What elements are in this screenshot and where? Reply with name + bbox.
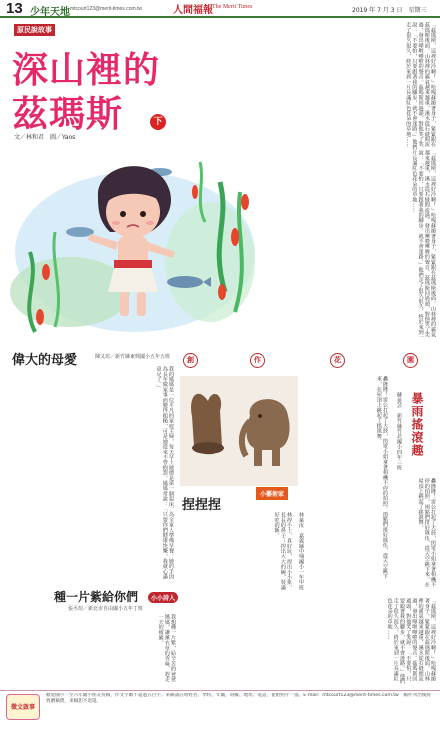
newspaper-logo: 人間福報 [173, 5, 213, 16]
page-number: 13 [6, 0, 23, 17]
story-body-lower: 「茲瑪斯，這裡好冷啊！」哈嘎赫縮著身子，緊緊跟在茲瑪斯後面。山林裡的霧氣越來越重，溪水從石縫間流過，發出嘩啦嘩啦的聲音。茲瑪斯回過頭，對他笑了笑說：「不要怕，只要跟著我的腳步，就不會迷路。」他們走了很久很久，終於來到一片長滿紅色花朵的草地…… [411, 150, 436, 340]
article-seed-byline: 張丞瑄／新北市自由國小五年丁班 [68, 606, 144, 612]
article-seed-title: 種一片紫給你們 [54, 590, 139, 604]
column-char-1: 創 [183, 353, 198, 368]
article-storm-byline: 蘇晏芸 新竹縣竹北國小四年三班 [396, 392, 402, 470]
part-badge: 下 [150, 114, 166, 130]
article-mom-title: 偉大的母愛 [12, 353, 78, 368]
story-title-line1: 深山裡的 [12, 50, 161, 91]
newspaper-logo-en: The Merit Times [212, 4, 253, 10]
article-mom-byline: 陳又瑄／新竹縣東興國小五年五班 [95, 354, 171, 360]
article-pinch-body: 林捏小土，真好玩，捏出小小象，長長的鼻子；捏出大大的碗，裝滿好吃的飯。 [273, 512, 292, 590]
section-title: 少年天地 [30, 7, 70, 18]
page-header [0, 0, 440, 18]
clay-crafts-photo [180, 376, 298, 486]
column-char-2: 作 [250, 353, 265, 368]
poet-tag: 小小詩人 [148, 592, 178, 603]
article-storm-title: 暴雨搖滾趣 [410, 392, 424, 457]
article-storm-body-lower: 轟隆隆！雷公打起了大鼓，閃電小姐拿著相機不停的拍照。雨點們排好隊伍，從天空跳下來，在屋頂上跳起了搖滾舞。 [417, 478, 436, 588]
story-title-line2: 茲瑪斯 [12, 94, 124, 135]
submission-badge: 徵文啟事 [6, 694, 40, 720]
article-pinch-byline: 林萊汝 嘉義縣中埔國小一年甲班 [298, 512, 304, 590]
story-author: 文／林和君 圖／Yaos [14, 134, 76, 141]
article-storm-body: 轟隆隆！雷公打起了大鼓，閃電小姐拿著相機不停的拍照。雨點們排好隊伍，從天空跳下來，在屋頂上跳起了搖滾舞。 [375, 376, 388, 579]
story-body-upper: 「茲瑪斯，這裡好冷啊！」哈嘎赫縮著身子，緊緊跟在茲瑪斯後面。山林裡的霧氣越來越重，溪水從石縫間流過，發出嘩啦嘩啦的聲音。茲瑪斯回過頭，對他笑了笑說：「不要怕，只要跟著我的腳步，就不會迷路。」他們走了很久很久，終於來到一片長滿紅色花朵的草地…… [405, 22, 436, 150]
column-char-3: 花 [330, 353, 345, 368]
article-mom-body: 我的媽媽是一位平凡的家庭主婦，每天早上她總是第一個起床，為全家人準備早餐。她的手因為長年做家事而變得粗糙，可是她從來不曾抱怨。媽媽常說：「只要你們健康快樂，我就心滿意足了。」 [155, 366, 174, 580]
column-char-4: 園 [403, 353, 418, 368]
story-illustration [10, 142, 260, 338]
header-email[interactable]: mtcourt123@merit-times.com.tw [70, 6, 143, 12]
submission-notice: 歡迎國小一至六年級小朋友投稿，作文字數不超過五百字。來稿請註明姓名、學校、年級、班級、地址、電話，並附照片一張。E-mail：mtcourt123@merit-times.com.tw 稿件刊出後將致贈稿費，來稿恕不退還。 [46, 693, 431, 704]
issue-date: 2019 年 7 月 3 日 星期三 [352, 7, 427, 14]
story-badge: 原民說故事 [14, 24, 55, 36]
article-pinch-title: 捏捏捏 [182, 498, 222, 513]
bottom-story-continuation: 「茲瑪斯，這裡好冷啊！」哈嘎赫縮著身子，緊緊跟在茲瑪斯後面。山林裡的霧氣越來越重，溪水從石縫間流過，發出嘩啦嘩啦的聲音。茲瑪斯回過頭，對他笑了笑說：「不要怕，只要跟著我的腳步，就不會迷路。」他們走了很久很久，終於來到一片長滿紅色花朵的草地…… [386, 598, 436, 684]
craft-tag: 小藝術家 [256, 487, 288, 500]
article-seed-body: 我想種一片紫，給辛苦的爸爸媽媽，讓薰衣草的香味，趕走一天的疲累。 [157, 614, 176, 682]
